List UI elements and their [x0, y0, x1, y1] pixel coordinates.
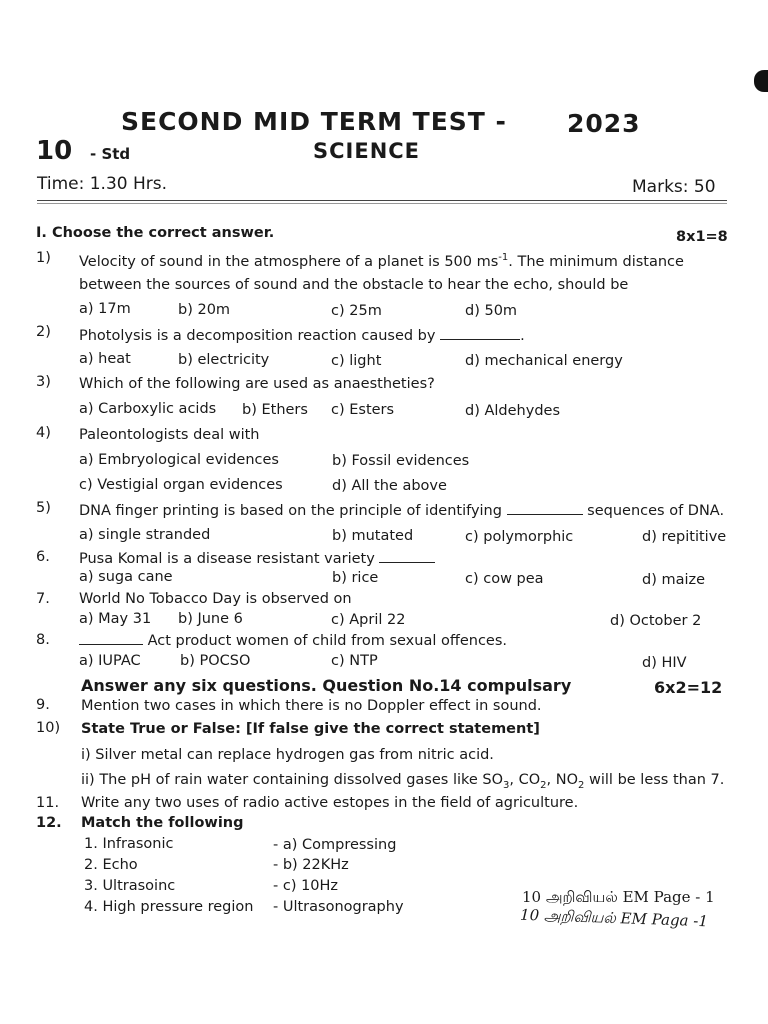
q2-number: 2) — [36, 324, 51, 340]
q11-number: 11. — [36, 795, 60, 811]
q4-option-b: b) Fossil evidences — [332, 453, 470, 469]
q6-option-c: c) cow pea — [465, 571, 544, 587]
q8-option-d: d) HIV — [642, 655, 687, 671]
q9-number: 9. — [36, 697, 50, 713]
q11-text: Write any two uses of radio active estopes in the field of agriculture. — [81, 795, 579, 811]
q10-statement-i: i) Silver metal can replace hydrogen gas from nitric acid. — [81, 747, 494, 763]
q10-statement-ii: ii) The pH of rain water containing dissolved gases like $SO_3$, $CO_2$, $NO_2$ will be less than 7. — [81, 772, 725, 791]
q12-text: Match the following — [81, 815, 244, 831]
time-label: Time: 1.30 Hrs. — [37, 174, 168, 194]
q2-option-a: a) heat — [79, 351, 131, 367]
q7-option-a: a) May 31 — [79, 611, 152, 627]
q7-option-b: b) June 6 — [178, 611, 243, 627]
match-left-1: 1. Infrasonic — [84, 836, 174, 852]
q2-text: Photolysis is a decomposition reaction caused by . — [79, 328, 525, 344]
q4-option-c: c) Vestigial organ evidences — [79, 477, 283, 493]
match-right-1: - a) Compressing — [273, 837, 397, 853]
match-left-2: 2. Echo — [84, 857, 138, 873]
q7-option-c: c) April 22 — [331, 612, 406, 628]
q10-number: 10) — [36, 720, 61, 736]
q5-option-a: a) single stranded — [79, 527, 211, 543]
q1-option-b: b) 20m — [178, 302, 231, 318]
q8-option-a: a) IUPAC — [79, 653, 141, 669]
header-rule-2 — [37, 203, 727, 204]
std-label: - Std — [90, 145, 131, 163]
page-title: SECOND MID TERM TEST - — [121, 107, 507, 136]
q10-text: State True or False: [If false give the correct statement] — [81, 721, 540, 737]
q6-number: 6. — [36, 549, 50, 565]
q6-option-b: b) rice — [332, 570, 379, 586]
q8-text: Act product women of child from sexual offences. — [79, 632, 507, 649]
section1-marks: 8x1=8 — [676, 229, 728, 245]
q4-option-a: a) Embryological evidences — [79, 452, 279, 468]
q2-option-d: d) mechanical energy — [465, 353, 623, 369]
match-right-4: - Ultrasonography — [273, 899, 404, 915]
q3-number: 3) — [36, 374, 51, 390]
scan-blot — [754, 70, 768, 92]
match-left-4: 4. High pressure region — [84, 899, 254, 915]
section2-heading: Answer any six questions. Question No.14 compulsary — [81, 676, 572, 695]
q7-text: World No Tobacco Day is observed on — [79, 591, 352, 607]
match-right-2: - b) 22KHz — [273, 857, 349, 873]
q1-option-d: d) 50m — [465, 303, 518, 319]
q5-text: DNA finger printing is based on the principle of identifying sequences of DNA. — [79, 503, 725, 519]
q1-option-c: c) 25m — [331, 303, 382, 319]
q8-option-c: c) NTP — [331, 653, 378, 669]
subject-title: SCIENCE — [313, 139, 421, 163]
q8-number: 8. — [36, 632, 50, 648]
q6-option-a: a) suga cane — [79, 569, 173, 585]
q3-option-b: b) Ethers — [242, 402, 308, 418]
q3-option-a: a) Carboxylic acids — [79, 401, 217, 417]
marks-label: Marks: 50 — [632, 177, 716, 197]
q7-number: 7. — [36, 591, 50, 607]
q1-number: 1) — [36, 250, 51, 266]
q12-number: 12. — [36, 815, 62, 831]
q1-text-line2: between the sources of sound and the obstacle to hear the echo, should be — [79, 277, 629, 293]
q2-option-c: c) light — [331, 353, 382, 369]
section2-marks: 6x2=12 — [654, 678, 723, 697]
q5-number: 5) — [36, 500, 51, 516]
q4-text: Paleontologists deal with — [79, 427, 260, 443]
footer-page-label: 10 அறிவியல் EM Page - 1 — [522, 888, 715, 906]
q1-option-a: a) 17m — [79, 301, 131, 317]
q3-option-d: d) Aldehydes — [465, 403, 560, 419]
q5-option-b: b) mutated — [332, 528, 414, 544]
std-number: 10 — [36, 136, 73, 166]
q2-option-b: b) electricity — [178, 352, 270, 368]
q6-text: Pusa Komal is a disease resistant variety — [79, 550, 435, 567]
match-right-3: - c) 10Hz — [273, 878, 339, 894]
q8-option-b: b) POCSO — [180, 653, 251, 669]
handwritten-page-label: 10 அறிவியல் EM Paga -1 — [519, 905, 709, 931]
q9-text: Mention two cases in which there is no Doppler effect in sound. — [81, 698, 542, 714]
q5-option-d: d) repititive — [642, 529, 727, 545]
q5-option-c: c) polymorphic — [465, 529, 574, 545]
q1-text: Velocity of sound in the atmosphere of a planet is 500 $ms^{-1}$. The minimum distance — [79, 252, 684, 270]
match-left-3: 3. Ultrasoinc — [84, 878, 176, 894]
q4-number: 4) — [36, 425, 51, 441]
q3-text: Which of the following are used as anaestheties? — [79, 376, 435, 392]
header-rule — [37, 200, 727, 201]
q3-option-c: c) Esters — [331, 402, 395, 418]
q7-option-d: d) October 2 — [610, 613, 702, 629]
q4-option-d: d) All the above — [332, 478, 447, 494]
q6-option-d: d) maize — [642, 572, 706, 588]
exam-year: 2023 — [567, 109, 641, 138]
section1-heading: I. Choose the correct answer. — [36, 225, 275, 241]
